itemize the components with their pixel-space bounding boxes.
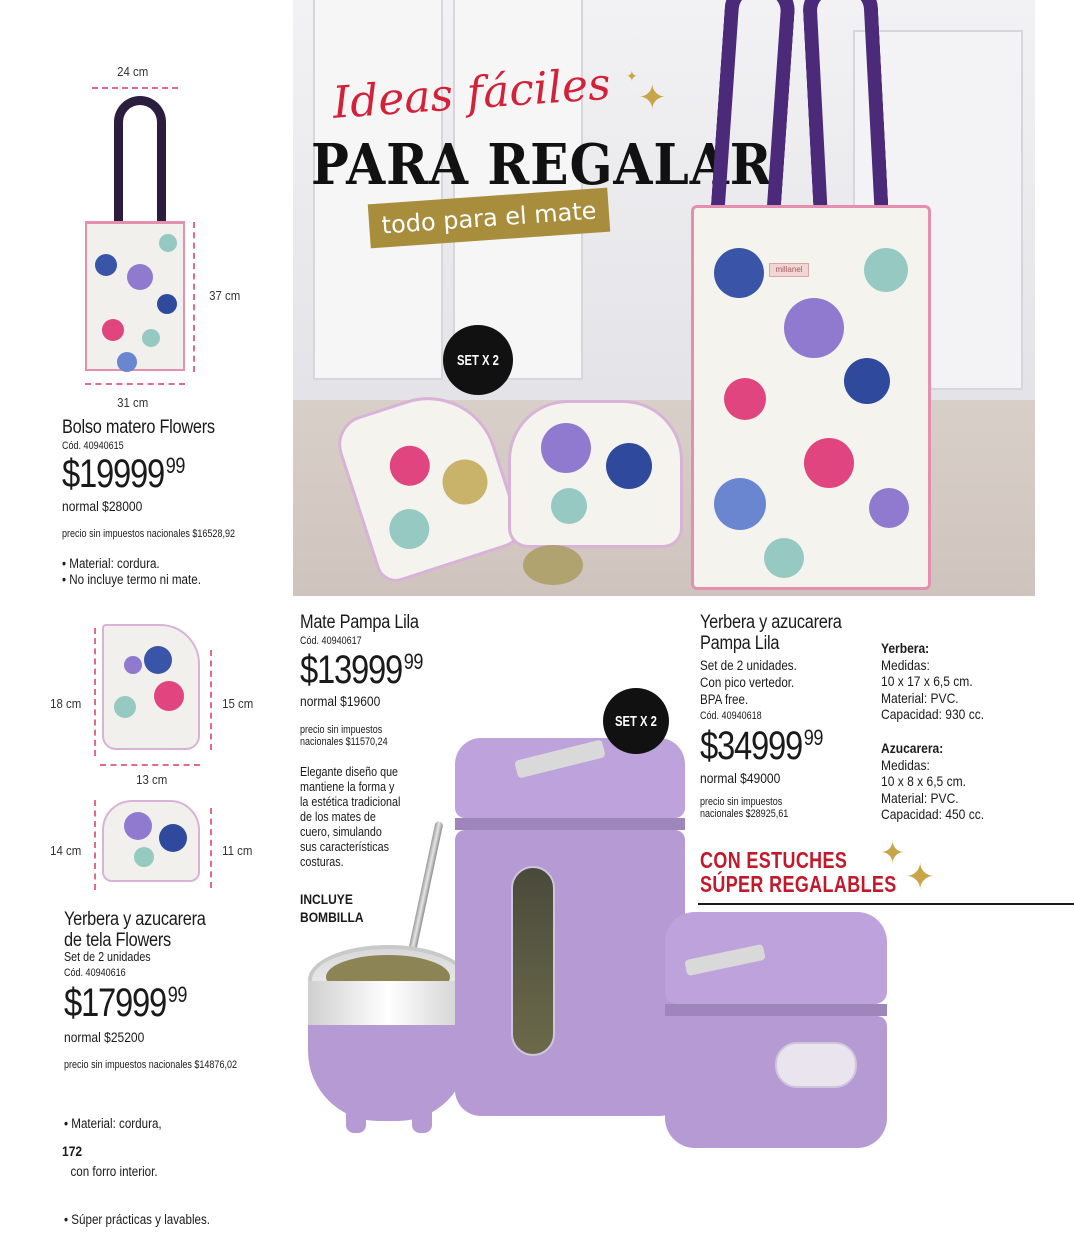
specs-azucarera: Azucarera: Medidas: 10 x 8 x 6,5 cm. Material: PVC. Capacidad: 450 cc. — [881, 740, 985, 822]
yerbera-image — [455, 738, 685, 1116]
price-cents: 99 — [803, 725, 823, 750]
set-badge: SET X 2 — [603, 688, 669, 754]
pouch-tall-image — [102, 624, 200, 750]
feature-item: • Material: cordura. — [62, 556, 160, 571]
dimension-label: 18 cm — [50, 696, 82, 711]
promo-heading: CON ESTUCHES SÚPER REGALABLES — [700, 847, 897, 897]
dimension-line — [85, 383, 185, 385]
dimension-label: 11 cm — [222, 843, 253, 858]
normal-price: normal $49000 — [700, 770, 781, 786]
tax-note: precio sin impuestos nacionales $16528,92 — [62, 528, 236, 540]
brand-tag: millanel — [769, 263, 809, 277]
feature-list — [64, 1084, 210, 1244]
dimension-label: 37 cm — [209, 288, 241, 303]
mate-image — [308, 945, 468, 1135]
product-code: Cód. 40940616 — [64, 967, 126, 979]
azucarera-image — [665, 912, 887, 1148]
price-cents: 99 — [165, 453, 185, 478]
product-price — [62, 454, 185, 494]
product-title: Yerbera y azucarera Pampa Lila — [700, 612, 842, 654]
dimension-line — [210, 650, 212, 750]
dimension-label: 24 cm — [117, 64, 149, 79]
dimension-line — [92, 87, 178, 89]
tax-note: precio sin impuestos nacionales $28925,61 — [700, 796, 789, 820]
hero-photo — [293, 0, 1035, 596]
dimension-line — [193, 222, 195, 372]
bag-handle — [114, 96, 166, 228]
price-main: $19999 — [62, 452, 165, 496]
tote-bag-large — [691, 205, 931, 590]
price-main: $17999 — [64, 981, 167, 1025]
sparkle-icon: ✦ — [638, 79, 667, 117]
divider-line — [698, 903, 1074, 905]
product-code: Cód. 40940615 — [62, 440, 124, 452]
feature-item: • No incluye termo ni mate. — [62, 572, 201, 587]
tote-handle — [802, 0, 890, 232]
price-cents: 99 — [167, 982, 187, 1007]
includes-note: INCLUYE BOMBILLA — [300, 891, 364, 925]
product-description: Set de 2 unidades. Con pico vertedor. BPA free. — [700, 658, 797, 707]
price-main: $13999 — [300, 648, 403, 692]
product-code: Cód. 40940617 — [300, 635, 362, 647]
product-price — [64, 983, 187, 1023]
hero-main-title: PARA REGALAR — [311, 132, 773, 198]
pouch-short-image — [102, 800, 200, 882]
feature-item: • Súper prácticas y lavables. — [64, 1212, 211, 1227]
dimension-line — [94, 800, 96, 890]
hero-script-title: Ideas fáciles — [331, 58, 613, 129]
dimension-line — [94, 628, 96, 756]
normal-price: normal $25200 — [64, 1029, 145, 1045]
tax-note: precio sin impuestos nacionales $11570,24 — [300, 724, 388, 748]
normal-price: normal $28000 — [62, 498, 143, 514]
hero-subtitle: todo para el mate — [380, 196, 598, 240]
feature-list — [62, 556, 201, 588]
yerba-spill — [523, 545, 583, 585]
tax-note: precio sin impuestos nacionales $14876,02 — [64, 1059, 238, 1071]
product-description: Set de 2 unidades — [64, 950, 151, 964]
dimension-label: 14 cm — [50, 843, 82, 858]
sparkle-icon: ✦ — [626, 68, 638, 84]
bag-image — [85, 221, 185, 371]
pouch-short — [508, 400, 683, 548]
price-cents: 99 — [403, 649, 423, 674]
page-number: 172 — [62, 1143, 83, 1159]
product-title: Mate Pampa Lila — [300, 612, 419, 633]
product-code: Cód. 40940618 — [700, 710, 762, 722]
set-badge: SET X 2 — [443, 325, 513, 395]
product-title: Yerbera y azucarera de tela Flowers — [64, 909, 206, 951]
dimension-line — [100, 764, 200, 766]
dimension-label: 15 cm — [222, 696, 254, 711]
normal-price: normal $19600 — [300, 693, 381, 709]
specs-yerbera: Yerbera: Medidas: 10 x 17 x 6,5 cm. Material: PVC. Capacidad: 930 cc. — [881, 640, 985, 722]
product-description: Elegante diseño que mantiene la forma y la estética tradicional de los mates de cuero, simulando sus características costuras. — [300, 765, 401, 869]
dimension-label: 31 cm — [117, 395, 149, 410]
price-main: $34999 — [700, 724, 803, 768]
sparkle-icon: ✦ — [880, 837, 906, 870]
sparkle-icon: ✦ — [905, 856, 936, 897]
dimension-label: 13 cm — [136, 772, 168, 787]
product-title: Bolso matero Flowers — [62, 417, 215, 438]
product-price — [300, 650, 423, 690]
dimension-line — [210, 808, 212, 888]
feature-item: • Material: cordura, — [64, 1116, 162, 1131]
feature-item: con forro interior. — [64, 1164, 158, 1179]
product-price — [700, 726, 823, 766]
